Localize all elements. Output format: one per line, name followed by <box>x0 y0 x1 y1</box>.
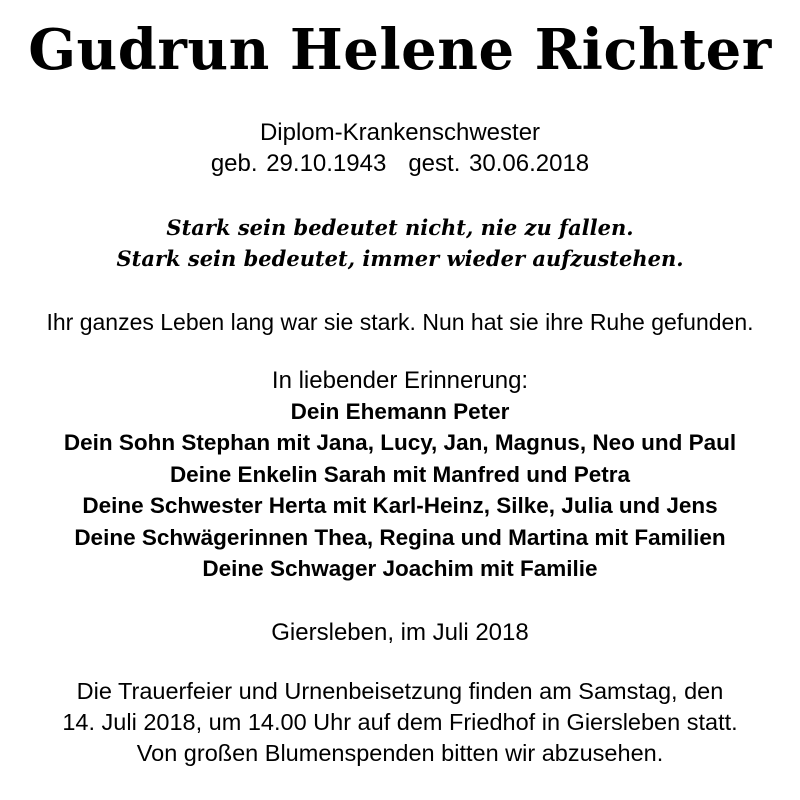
life-dates <box>0 148 800 179</box>
funeral-info <box>0 676 800 769</box>
mourner-line: Deine Schwägerinnen Thea, Regina und Martina mit Familien <box>74 524 726 550</box>
mourner-line: Deine Enkelin Sarah mit Manfred und Petra <box>169 461 631 487</box>
memory-heading: In liebender Erinnerung: <box>271 367 529 394</box>
funeral-line: Von großen Blumenspenden bitten wir abzusehen. <box>136 740 664 766</box>
life-text: Ihr ganzes Leben lang war sie stark. Nun hat sie ihre Ruhe gefunden. <box>46 309 754 335</box>
memorial-quote <box>0 212 800 274</box>
death-date: gest. 30.06.2018 <box>408 150 590 177</box>
mourner-line: Deine Schwester Herta mit Karl-Heinz, Silke, Julia und Jens <box>82 493 718 519</box>
quote-line: Stark sein bedeutet, immer wieder aufzustehen. <box>116 246 684 271</box>
mourners-list <box>0 396 800 584</box>
deceased-name: Gudrun Helene Richter <box>28 17 772 83</box>
birth-date: geb. 29.10.1943 <box>210 150 387 177</box>
profession: Diplom-Krankenschwester <box>259 119 541 146</box>
place-date: Giersleben, im Juli 2018 <box>271 619 529 646</box>
mourner-line: Dein Ehemann Peter <box>290 399 510 424</box>
quote-line: Stark sein bedeutet nicht, nie zu fallen. <box>166 215 634 240</box>
funeral-line: Die Trauerfeier und Urnenbeisetzung finden am Samstag, den <box>76 678 724 704</box>
mourner-line: Dein Sohn Stephan mit Jana, Lucy, Jan, Magnus, Neo und Paul <box>63 430 737 456</box>
funeral-line: 14. Juli 2018, um 14.00 Uhr auf dem Friedhof in Giersleben statt. <box>62 709 738 735</box>
mourner-line: Deine Schwager Joachim mit Familie <box>202 556 598 582</box>
